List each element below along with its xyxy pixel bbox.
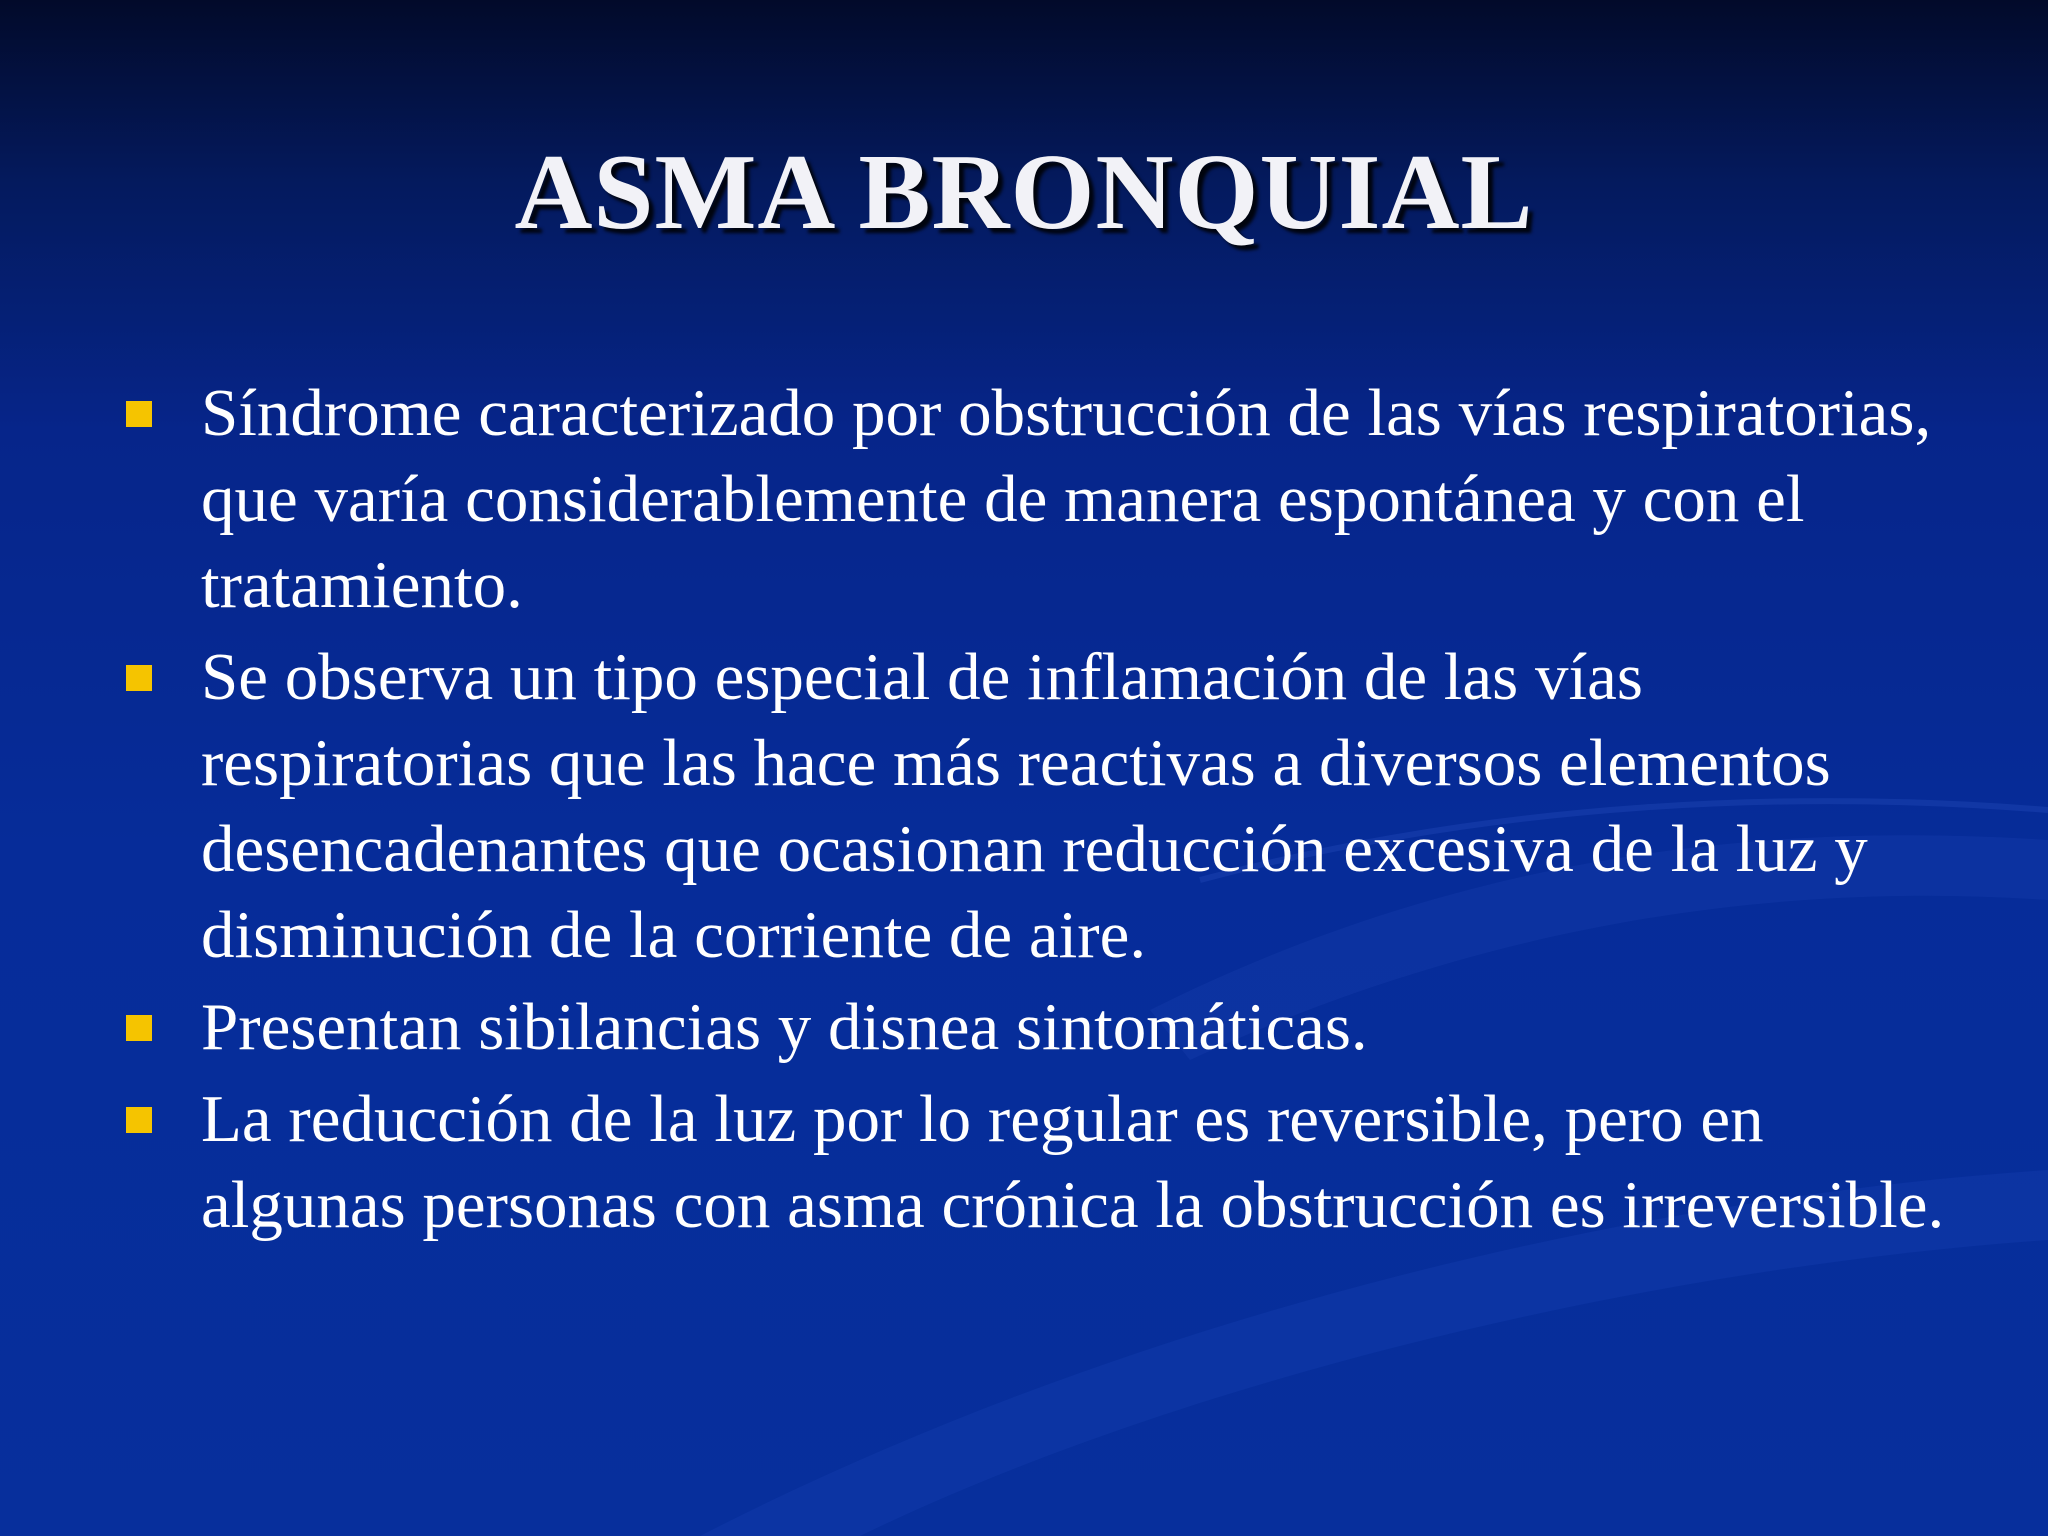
slide-title: ASMA BRONQUIAL	[514, 133, 1534, 252]
list-item	[126, 370, 1946, 628]
bullet-text: Presentan sibilancias y disnea sintomáticas.	[201, 990, 1368, 1064]
yellow-square-bullet-icon	[126, 665, 152, 691]
bullet-text: Síndrome caracterizado por obstrucción de las vías respiratorias, que varía considerablemente de manera espontánea y con el tratamiento.	[201, 376, 1932, 622]
bullet-list	[126, 370, 1946, 1254]
yellow-square-bullet-icon	[126, 401, 152, 427]
list-item	[126, 634, 1946, 978]
list-item	[126, 984, 1946, 1070]
bullet-text: La reducción de la luz por lo regular es reversible, pero en algunas personas con asma crónica la obstrucción es irreversible.	[201, 1082, 1945, 1242]
bullet-text: Se observa un tipo especial de inflamación de las vías respiratorias que las hace más reactivas a diversos elementos desencadenantes que ocasionan reducción excesiva de la luz y disminución de la corriente de aire.	[201, 640, 1868, 972]
list-item	[126, 1076, 1946, 1248]
yellow-square-bullet-icon	[126, 1015, 152, 1041]
yellow-square-bullet-icon	[126, 1107, 152, 1133]
